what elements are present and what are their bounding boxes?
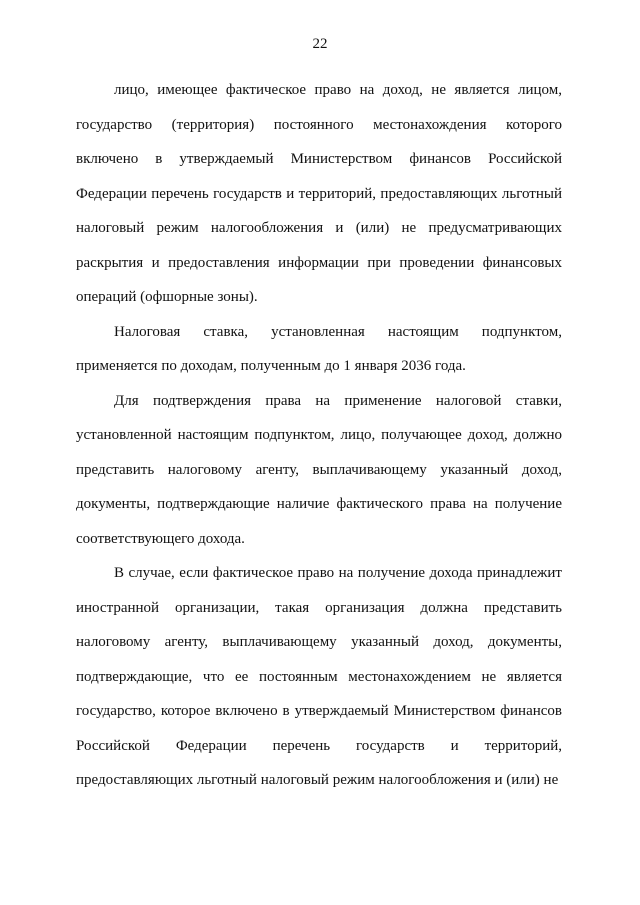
document-body — [76, 73, 562, 798]
page-number: 22 — [312, 36, 328, 52]
paragraph-4: В случае, если фактическое право на получение дохода принадлежит иностранной организации, такая организация должна представить налоговому агенту, выплачивающему указанный доход, документы, подтверждающие, что ее постоянным местонахождением не является государство, которое включено в утверждаемый Министерством финансов Российской Федерации перечень государств и территорий, предоставляющих льготный налоговый режим налогообложения и (или) не — [76, 565, 562, 788]
paragraph-3: Для подтверждения права на применение налоговой ставки, установленной настоящим подпунктом, лицо, получающее доход, должно представить налоговому агенту, выплачивающему указанный доход, документы, подтверждающие наличие фактического права на получение соответствующего дохода. — [76, 392, 562, 547]
paragraph-2: Налоговая ставка, установленная настоящим подпунктом, применяется по доходам, полученным до 1 января 2036 года. — [76, 323, 562, 374]
paragraph-1: лицо, имеющее фактическое право на доход, не является лицом, государство (территория) постоянного местонахождения которого включено в утверждаемый Министерством финансов Российской Федерации перечень государств и территорий, предоставляющих льготный налоговый режим налогообложения и (или) не предусматривающих раскрытия и предоставления информации при проведении финансовых операций (офшорные зоны). — [76, 82, 562, 305]
